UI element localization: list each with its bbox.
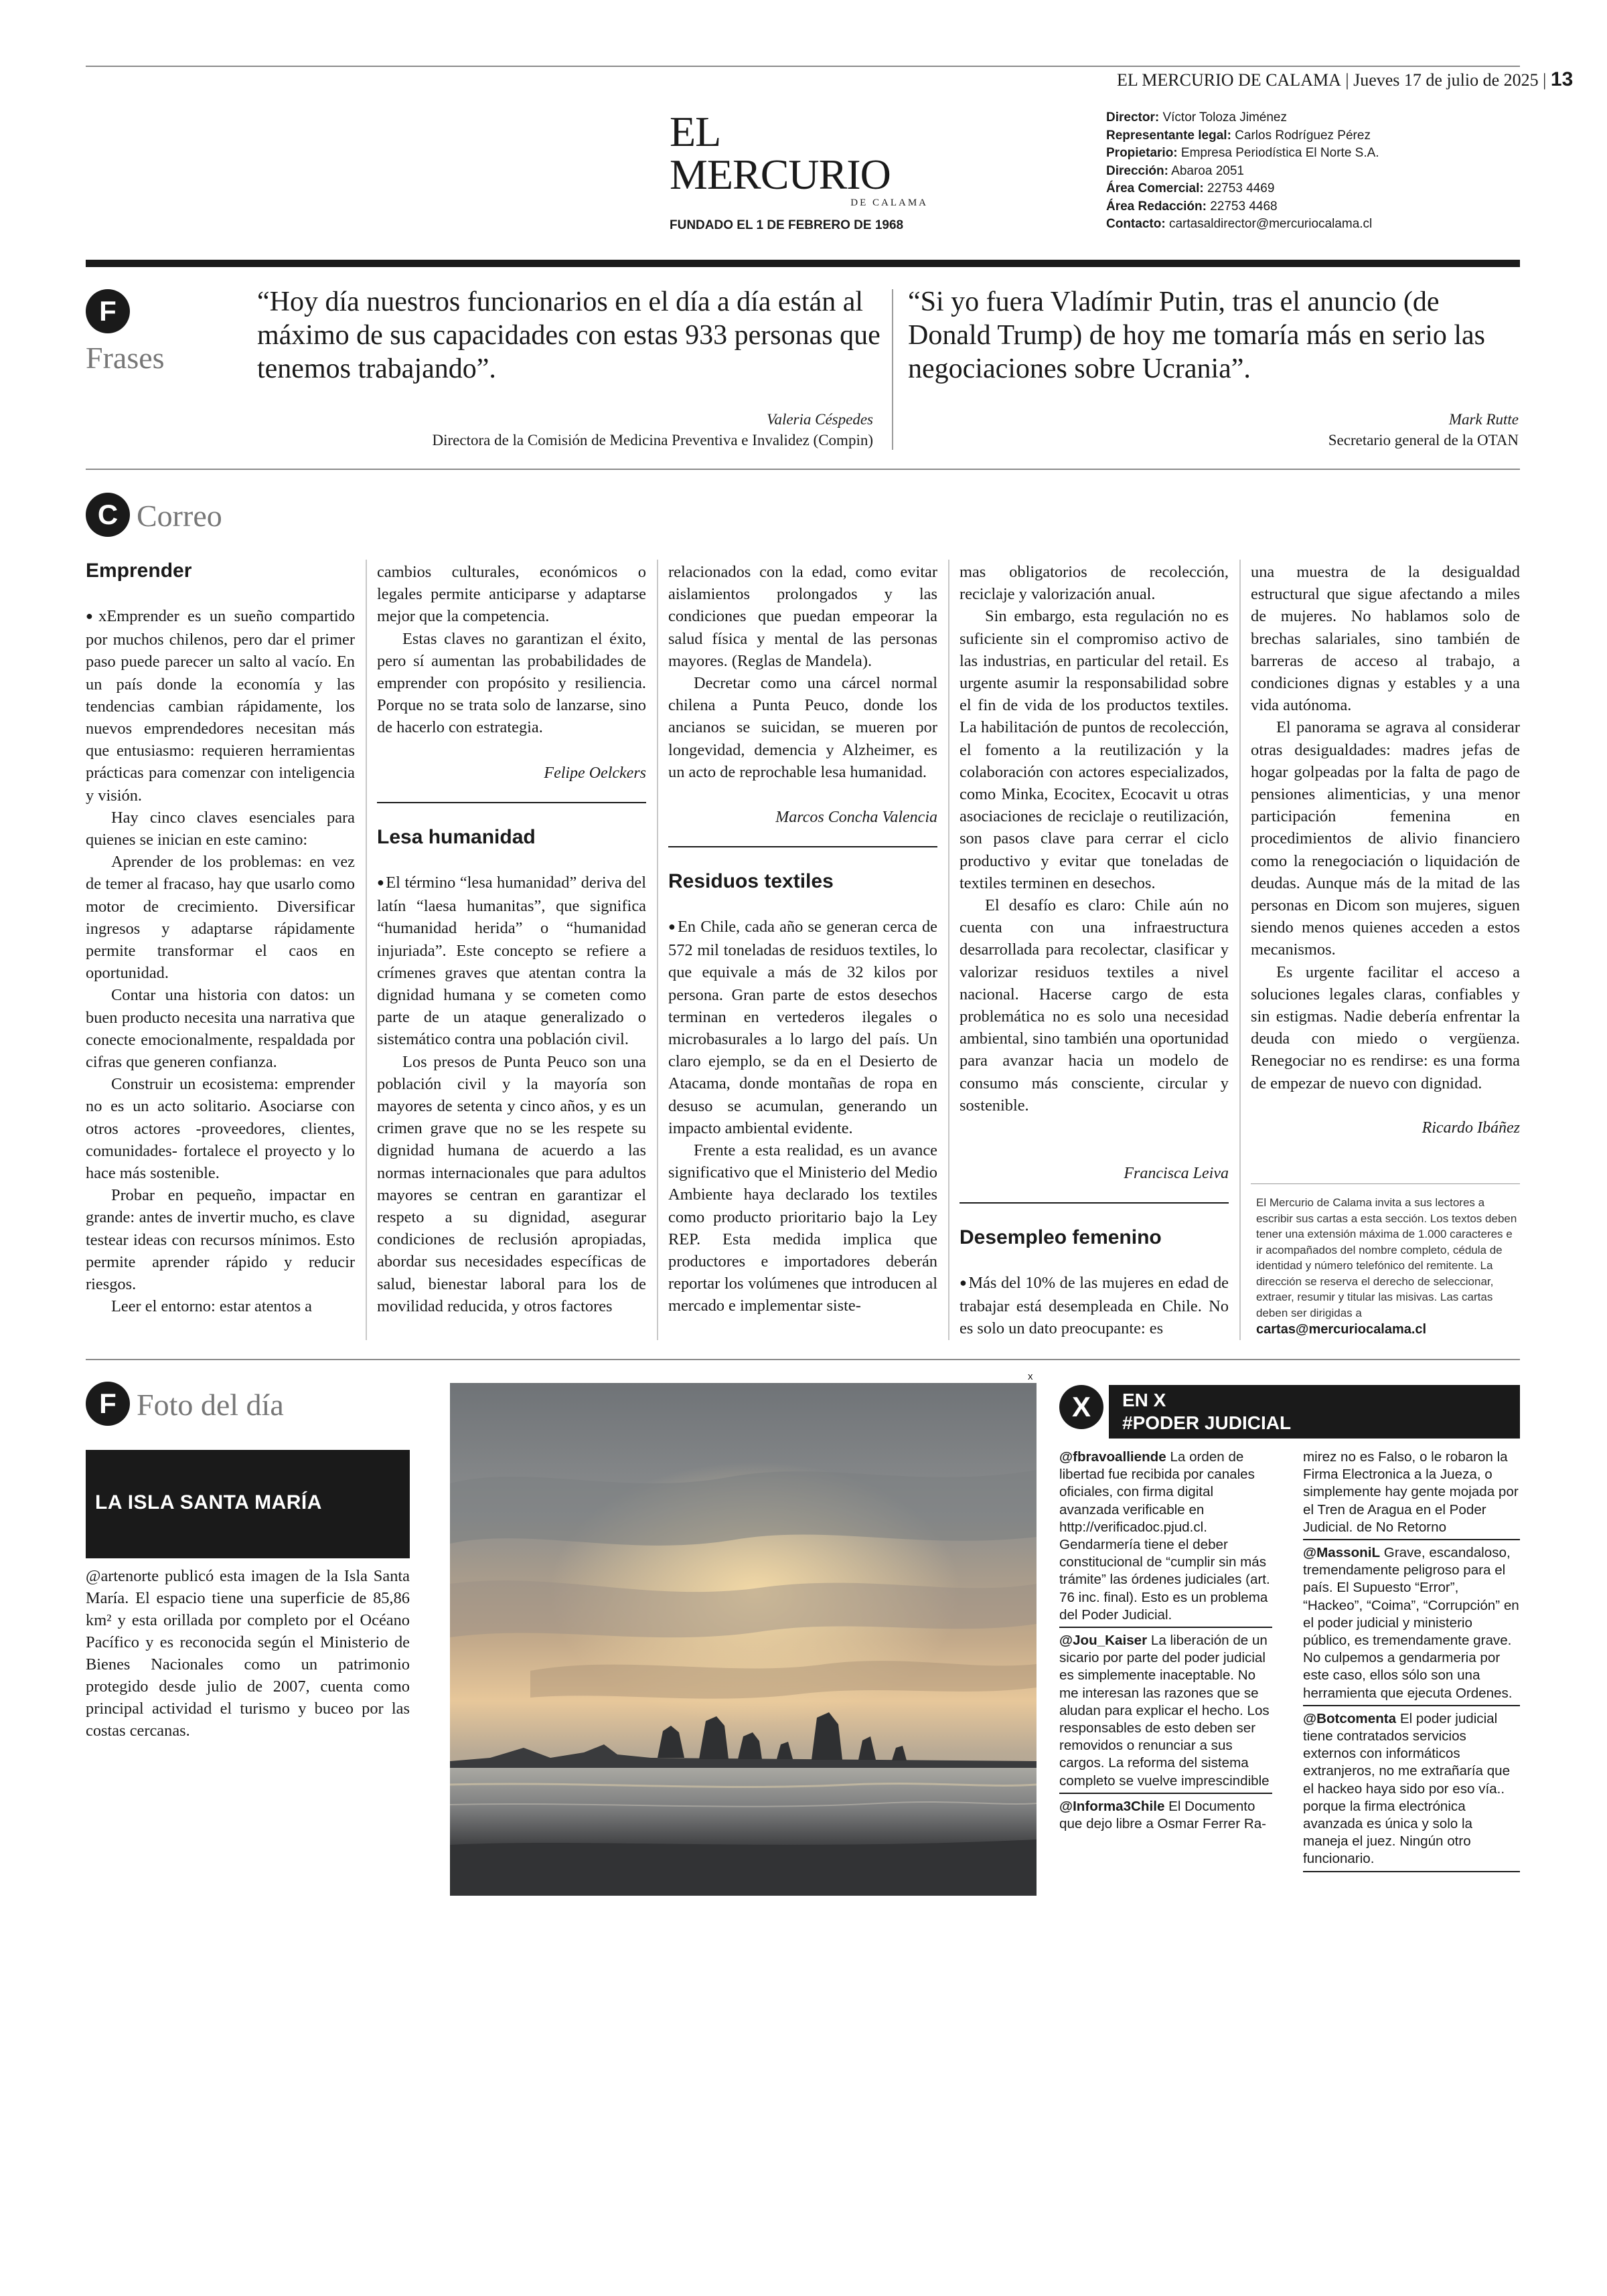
letter-signature: Felipe Oelckers (544, 764, 646, 782)
x-post-user[interactable]: @MassoniL (1303, 1545, 1381, 1561)
x-post-user[interactable]: @Jou_Kaiser (1059, 1633, 1148, 1649)
photo-isla-santa-maria (450, 1383, 1037, 1896)
x-post: @fbravoalliende La orden de libertad fue recibida por canales oficiales, con firma digital avanzada verificable en http://verificadoc.pjud.cl. Gendarmería tiene el deber constitucional de “cumplir sin más trámite” las órdenes judiciales (art. 76 inc. final). Esto es un problema del Poder Judicial. (1059, 1445, 1272, 1628)
page-number: 13 (1550, 68, 1574, 90)
letter-signature: Francisca Leiva (1124, 1165, 1229, 1182)
correo-label: Correo (137, 499, 222, 533)
x-post: @Jou_Kaiser La liberación de un sicario por parte del poder judicial es simplemente inaceptable. No me interesan las razones que se aludan para explicar el hecho. Los responsables de esto deben ser removidos o renunciar a sus cargos. La reforma del sistema completo se vuelve imprescindible (1059, 1628, 1272, 1794)
page-folio: EL MERCURIO DE CALAMA | Jueves 17 de julio de 2025 | 13 (1117, 68, 1574, 90)
letter-title: Lesa humanidad (377, 826, 536, 848)
column-divider (366, 560, 367, 1340)
letter-title: Residuos textiles (668, 870, 834, 892)
letters-email: cartas@mercuriocalama.cl (1256, 1322, 1427, 1337)
letter-emprender-col2: cambios culturales, económicos o legales permite anticiparse y adaptarse mejor que la competencia. Estas claves no garantizan el éxito, pero sí aumentan las probabilidades de emprender con propósito y resiliencia. Porque no se trata solo de lanzarse, sino de hacerlo con estrategia. (377, 563, 646, 737)
quote-1-role: Directora de la Comisión de Medicina Preventiva e Invalidez (Compin) (432, 432, 873, 448)
letter-desempleo-col4: ● Más del 10% de las mujeres en edad de trabajar está desempleada en Chile. No es solo un dato preocupante: es (960, 1272, 1229, 1340)
quote-2: “Si yo fuera Vladímir Putin, tras el anuncio (de Donald Trump) de hoy me tomaría más en serio las negociaciones sobre Ucrania”. (908, 286, 1486, 384)
column-divider (657, 560, 658, 1340)
notice-separator (1251, 1183, 1520, 1184)
paper-name: EL MERCURIO DE CALAMA (1117, 70, 1341, 90)
letter-residuos-col4: mas obligatorios de recolección, reciclaje y valorización anual. Sin embargo, esta regulación no es suficiente sin el compromiso activo de las industrias, en particular del retail. Es urgente asumir la responsabilidad sobre el fin de vida de los productos textiles. La habilitación de puntos de recolección, el fomento a la reutilización y la colaboración con actores especializados, como Minka, Ecocitex, Ecocavit u otras asociaciones de reciclaje o reutilización, son pasos clave para cerrar el ciclo productivo y evitar que toneladas de textiles terminen en desechos. El desafío es claro: Chile aún no cuenta con una infraestructura desarrollada para recolectar, clasificar y valorizar residuos textiles a nivel nacional. Hacerse cargo de esta problemática no es solo una necesidad ambiental, sino también una oportunidad para avanzar hacia un modelo de consumo más consciente, circular y sostenible. (960, 563, 1229, 1115)
letter-title: Desempleo femenino (960, 1226, 1162, 1248)
letter-residuos-col3: ● En Chile, cada año se generan cerca de 572 mil toneladas de residuos textiles, lo que equivale a más de 32 kilos por persona. Gran parte de estos desechos terminan en vertederos ilegales o microbasurales a lo largo del país. Un claro ejemplo, se da en el Desierto de Atacama, donde montañas de ropa en desuso se acumulan, generando un impacto ambiental evidente. Frente a esta realidad, es un avance significativo que el Ministerio del Medio Ambiente haya declarado los textiles como producto prioritario bajo la Ley REP. Esta medida implica que productores e importadores deberán reportar los volúmenes que introducen al mercado e implementar siste- (668, 916, 937, 1317)
letter-separator (668, 846, 937, 847)
newspaper-logo-sub: DE CALAMA (850, 197, 928, 208)
letter-separator (960, 1202, 1229, 1204)
quote-1: “Hoy día nuestros funcionarios en el día a día están al máximo de sus capacidades con estas 933 personas que tenemos trabajando”. (257, 286, 881, 384)
staff-line: Propietario: Empresa Periodística El Norte S.A. (1106, 146, 1379, 160)
x-title-line1: EN X (1122, 1390, 1166, 1410)
x-title-line2: #PODER JUDICIAL (1122, 1412, 1292, 1433)
frases-label: Frases (86, 341, 165, 375)
staff-line: Área Comercial: 22753 4469 (1106, 181, 1275, 195)
foto-label: Foto del día (137, 1388, 284, 1422)
staff-line: Área Redacción: 22753 4468 (1106, 199, 1278, 214)
letter-emprender-col1: ● xEmprender es un sueño compartido por muchos chilenos, pero dar el primer paso puede parecer un salto al vacío. En un país donde la economía y las tendencias cambian rápidamente, los nuevos emprendedores necesitan más que entusiasmo: requieren herramientas prácticas para comenzar con inteligencia y visión. Hay cinco claves esenciales para quienes se inician en este camino: Aprender de los problemas: en vez de temer al fracaso, hay que usarlo como motor de crecimiento. Diversificar ingresos y adaptarse rápidamente permite transformar el caos en oportunidad. Contar una historia con datos: un buen producto necesita una narrativa que conecte emocionalmente, respaldada por cifras que generen confianza. Construir un ecosistema: emprender no es un acto solitario. Asociarse con otros actores -proveedores, clientes, comunidades- fortalece el proyecto y lo hace más sostenible. Probar en pequeño, impactar en grande: antes de invertir mucho, es clave testear ideas con recursos mínimos. Esto permite aprender rápido y reducir riesgos. Leer el entorno: estar atentos a (86, 605, 355, 1318)
letter-signature: Marcos Concha Valencia (775, 809, 937, 826)
column-divider (948, 560, 949, 1340)
frases-badge: F (86, 289, 130, 333)
x-post: @MassoniL Grave, escandaloso, tremendamente peligroso para el país. El Supuesto “Error”, “Hackeo”, “Coima”, “Corrupción” en el poder judicial y ministerio público, es tremendamente grave. No culpemos a gendarmeria por este caso, ellos sólo son una herramienta que ejecuta Ordenes. (1303, 1540, 1520, 1706)
letter-lesa-col3: relacionados con la edad, como evitar aislamientos prolongados y las condiciones que puedan empeorar la salud física y mental de las personas mayores. (Reglas de Mandela). Decretar como una cárcel normal chilena a Punta Peuco, donde los ancianos se suicidan, se mueren por longevidad, demencia y Alzheimer, es un acto de reprochable lesa humanidad. (668, 563, 937, 781)
staff-line: Dirección: Abaroa 2051 (1106, 163, 1244, 178)
x-posts-col1 (1059, 1445, 1272, 1835)
photo-title: LA ISLA SANTA MARÍA (95, 1491, 322, 1513)
x-post-continued: mirez no es Falso, o le robaron la Firma Electronica a la Jueza, o simplemente hay gente mojada por el Tren de Aragua en el Poder Judicial. de No Retorno (1303, 1445, 1520, 1540)
letter-desempleo-col5: una muestra de la desigualdad estructural que sigue afectando a miles de mujeres. No hablamos solo de brechas salariales, sino también de barreras de acceso al trabajo, a condiciones dignas y estables y a una vida autónoma. El panorama se agrava al considerar otras desigualdades: madres jefas de hogar golpeadas por la falta de pago de pensiones alimenticias, y una menor participación femenina en procedimientos de alivio financiero como la renegociación o liquidación de deudas. Aunque más de la mitad de las personas en Dicom son mujeres, siguen siendo menos quienes acceden a estos mecanismos. Es urgente facilitar el acceso a soluciones legales claras, confiables y sin estigmas. Nadie debería enfrentar la deuda con miedo o vergüenza. Renegociar no es rendirse: es una forma de empezar de nuevo con dignidad. (1251, 563, 1520, 1092)
x-post-user[interactable]: @Informa3Chile (1059, 1798, 1165, 1814)
x-post: @Botcomenta El poder judicial tiene contratados servicios externos con informáticos extranjeros, no me extrañaría que el hackeo haya sido por eso vía.. porque la firma electrónica avanzada es única y solo la maneja el juez. Ningún otro funcionario. (1303, 1706, 1520, 1872)
letter-lesa-col2: ● El término “lesa humanidad” deriva del latín “laesa humanitas”, que significa “humanidad herida” o “humanidad injuriada”. Este concepto se refiere a crímenes graves que atentan contra la dignidad humana y se cometen como parte de un ataque generalizado o sistemático contra una población civil. Los presos de Punta Peuco son una población civil y la mayoría son mayores de setenta y cinco años, y es un crimen grave que no se les respete su dignidad humana de acuerdo a las normas internacionales que para adultos mayores se centran en garantizar el respeto a su dignidad, asegurar condiciones de reclusión apropiadas, abordar sus necesidades específicas de salud, bienestar laboral para los de movilidad reducida, y otros factores (377, 872, 646, 1317)
header-divider (86, 260, 1520, 267)
staff-line: Director: Víctor Toloza Jiménez (1106, 110, 1287, 125)
x-post-user[interactable]: @fbravoalliende (1059, 1449, 1166, 1465)
masthead (670, 110, 937, 233)
staff-box (1106, 109, 1521, 234)
x-badge: X (1059, 1385, 1103, 1429)
founded-line: FUNDADO EL 1 DE FEBRERO DE 1968 (670, 218, 904, 232)
quote-1-author: Valeria Céspedes (766, 411, 873, 428)
x-posts-col2 (1303, 1445, 1520, 1872)
x-post: @Informa3Chile El Documento que dejo libre a Osmar Ferrer Ra- (1059, 1798, 1267, 1832)
photo-caption: @artenorte publicó esta imagen de la Isla Santa María. El espacio tiene una superficie de 85,86 km² y esta orillada por completo por el Océano Pacífico y es reconocida según el Ministerio de Bienes Nacionales como un patrimonio protegido desde julio de 2007, cuenta como principal actividad el turismo y buceo por las costas cercanas. (86, 1567, 410, 1740)
letter-separator (377, 802, 646, 803)
letter-signature: Ricardo Ibáñez (1422, 1119, 1520, 1137)
correo-badge: C (86, 493, 130, 537)
foto-badge: F (86, 1382, 130, 1426)
column-divider (1239, 560, 1241, 1340)
quote-2-role: Secretario general de la OTAN (1328, 432, 1519, 448)
quote-divider (892, 289, 893, 450)
letter-title: Emprender (86, 560, 192, 582)
issue-date: Jueves 17 de julio de 2025 (1353, 70, 1539, 90)
staff-line: Representante legal: Carlos Rodríguez Pérez (1106, 128, 1371, 143)
newspaper-logo: EL MERCURIO (670, 108, 891, 198)
quote-2-author: Mark Rutte (1448, 411, 1519, 428)
photo-title-box (86, 1450, 410, 1558)
staff-line: Contacto: cartasaldirector@mercuriocalama.cl (1106, 217, 1373, 231)
x-post-user[interactable]: @Botcomenta (1303, 1710, 1397, 1726)
x-section-title (1109, 1385, 1520, 1439)
letters-notice: El Mercurio de Calama invita a sus lectores a escribir sus cartas a esta sección. Los textos deben tener una extensión máxima de 1.000 caracteres e ir acompañados del nombre completo, cédula de identidad y número telefónico del remitente. La dirección se reserva el derecho de seleccionar, extraer, resumir y titular las misivas. Las cartas deben ser dirigidas a cartas@mercuriocalama.cl (1256, 1195, 1521, 1338)
photo-credit: x (1028, 1371, 1033, 1382)
